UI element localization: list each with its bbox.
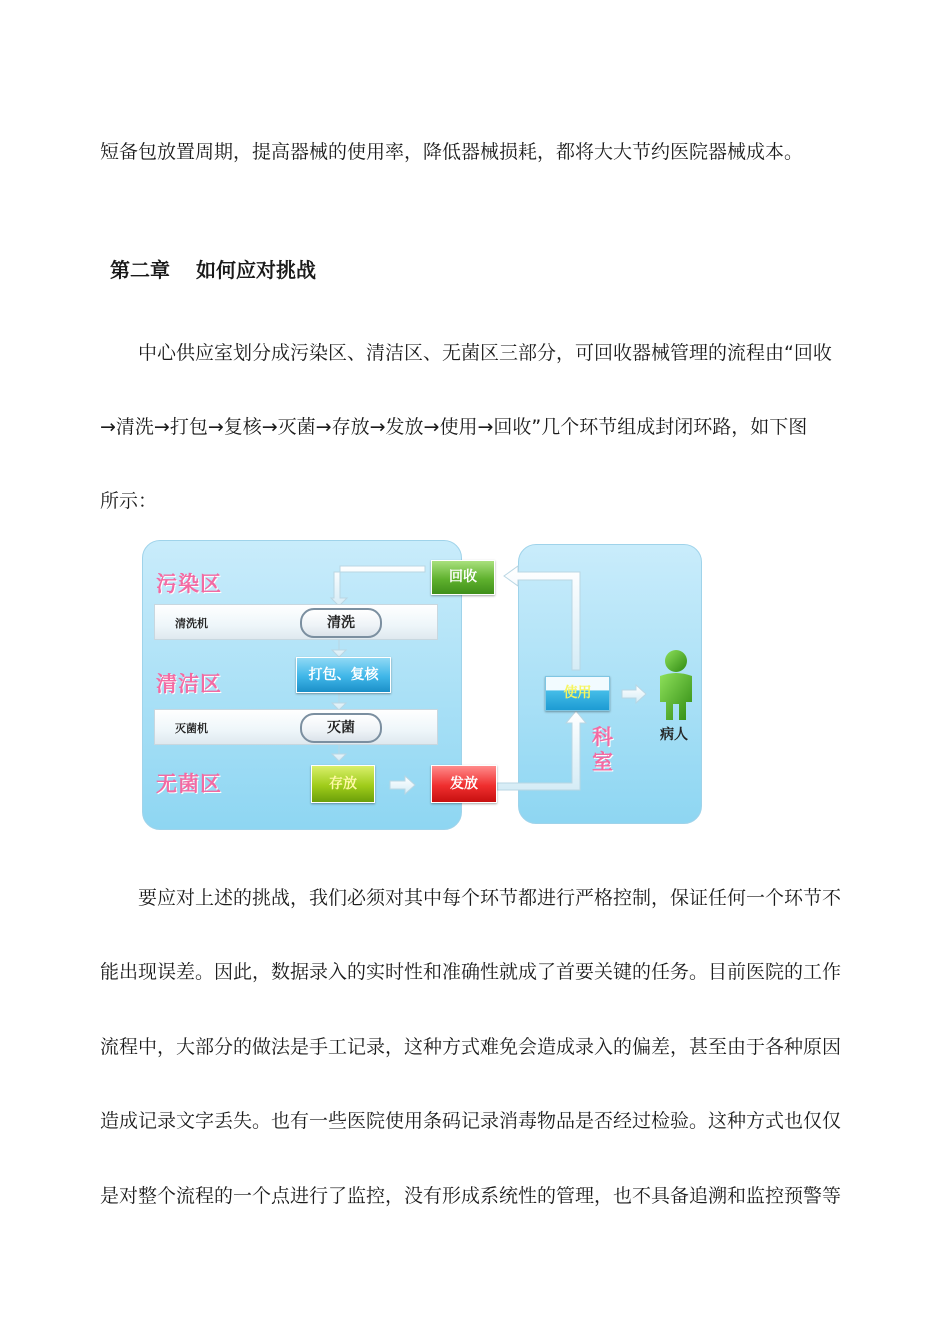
step-recycle: 回收 — [431, 560, 495, 595]
arrow-use-to-recycle — [504, 566, 580, 670]
arrow-store-to-dispatch — [390, 776, 415, 794]
sterilizer-band — [154, 709, 438, 745]
zone-label-contaminated: 污染区 — [156, 571, 222, 596]
chapter-title: 如何应对挑战 — [196, 258, 316, 282]
flow-arrows — [140, 540, 705, 832]
zone-label-department-char1: 科 — [592, 724, 613, 749]
step-use: 使用 — [545, 676, 610, 711]
paragraph-line: 短备包放置周期，提高器械的使用率，降低器械损耗，都将大大节约医院器械成本。 — [100, 141, 804, 163]
zone-label-sterile: 无菌区 — [156, 771, 222, 796]
paragraph-line: 能出现误差。因此，数据录入的实时性和准确性就成了首要关键的任务。目前医院的工作 — [100, 961, 842, 983]
step-wash: 清洗 — [300, 608, 382, 638]
arrow-use-to-patient — [622, 685, 646, 703]
paragraph-line: 中心供应室划分成污染区、清洁区、无菌区三部分，可回收器械管理的流程由“回收 — [138, 342, 832, 364]
washer-band — [154, 604, 438, 640]
paragraph-line: 是对整个流程的一个点进行了监控，没有形成系统性的管理，也不具备追溯和监控预警等 — [100, 1185, 842, 1207]
arrow-wash-to-pack — [332, 637, 346, 657]
workflow-diagram — [140, 540, 705, 832]
patient-label: 病人 — [660, 727, 688, 743]
sterilizer-label: 灭菌机 — [175, 722, 208, 735]
paragraph-line: 所示： — [100, 490, 158, 512]
zone-label-clean: 清洁区 — [156, 671, 222, 696]
arrow-dispatch-to-use — [497, 711, 586, 790]
step-dispatch: 发放 — [431, 765, 497, 803]
zone-label-department — [592, 724, 616, 774]
zone-label-department-char2: 室 — [592, 749, 613, 774]
chapter-heading — [110, 254, 316, 283]
washer-label: 清洗机 — [175, 617, 208, 630]
step-sterilize: 灭菌 — [300, 713, 382, 743]
patient-figure-icon — [652, 648, 700, 722]
paragraph-line: 流程中，大部分的做法是手工记录，这种方式难免会造成录入的偏差，甚至由于各种原因 — [100, 1036, 842, 1058]
step-store: 存放 — [311, 765, 375, 803]
arrow-recycle-to-wash — [331, 566, 425, 606]
paragraph-line: 造成记录文字丢失。也有一些医院使用条码记录消毒物品是否经过检验。这种方式也仅仅 — [100, 1110, 842, 1132]
paragraph-line: →清洗→打包→复核→灭菌→存放→发放→使用→回收”几个环节组成封闭环路，如下图 — [100, 416, 808, 438]
chapter-number: 第二章 — [110, 258, 170, 282]
step-pack-check: 打包、复核 — [296, 657, 391, 693]
arrow-sterilize-to-store — [332, 743, 346, 761]
arrow-pack-to-sterilize — [332, 692, 346, 710]
paragraph-line: 要应对上述的挑战，我们必须对其中每个环节都进行严格控制，保证任何一个环节不 — [138, 887, 842, 909]
